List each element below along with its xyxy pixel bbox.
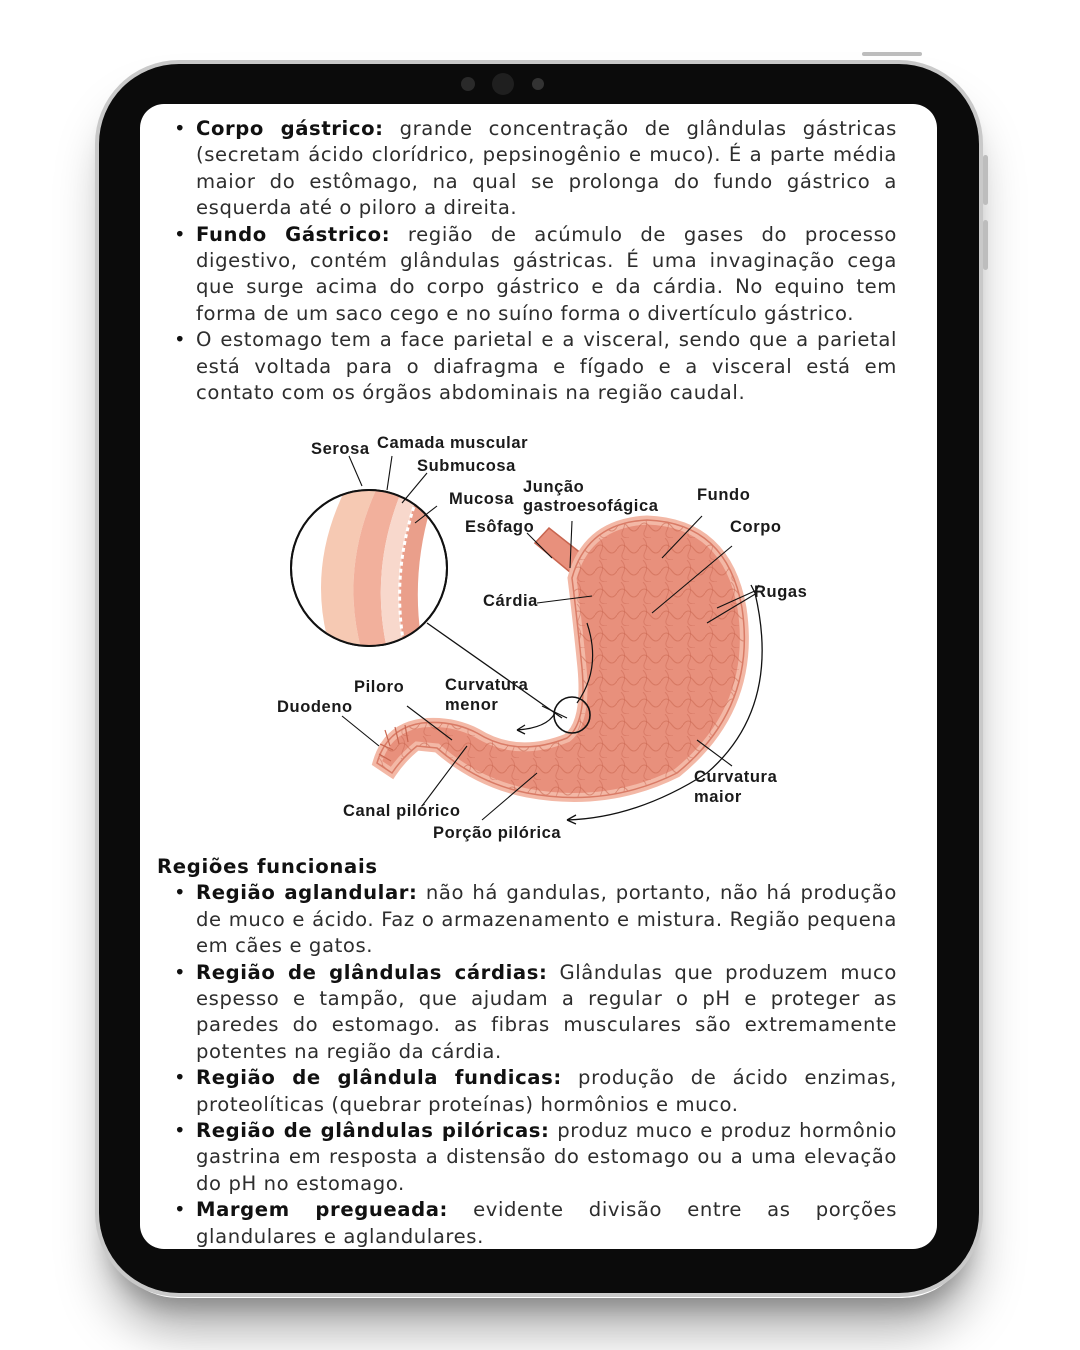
bullet-text: produção de ácido enzimas, proteolíticas (quebrar proteínas) hormônios e muco. bbox=[196, 1066, 897, 1116]
label-serosa: Serosa bbox=[311, 440, 370, 458]
top-button[interactable] bbox=[862, 52, 922, 56]
list-item bbox=[196, 222, 897, 328]
label-curvatura-maior-1: Curvatura bbox=[694, 768, 778, 786]
list-item bbox=[196, 960, 897, 1066]
label-corpo: Corpo bbox=[730, 518, 782, 536]
functional-regions-section bbox=[157, 854, 897, 1250]
bullet-label: Corpo gástrico: bbox=[196, 117, 384, 140]
screen bbox=[140, 104, 937, 1249]
bullet-text: não há gandulas, portanto, não há produção de muco e ácido. Faz o armazenamento e mistura. Região pequena em cães e gatos. bbox=[196, 881, 897, 958]
label-cardia: Cárdia bbox=[483, 592, 538, 610]
list-item bbox=[196, 327, 897, 406]
bullet-text: O estomago tem a face parietal e a visceral, sendo que a parietal está voltada para o diafragma e fígado e a visceral está em contato com os órgãos abdominais na região caudal. bbox=[196, 328, 897, 405]
label-curvatura-menor-2: menor bbox=[445, 696, 499, 714]
document-content bbox=[157, 116, 897, 1248]
bullet-label: Região de glândula fundicas: bbox=[196, 1066, 562, 1090]
bullet-label: Região de glândulas pilóricas: bbox=[196, 1119, 550, 1143]
bullet-text: região de acúmulo de gases do processo digestivo, contém glândulas gástricas. É uma invaginação cega que surge acima do corpo gástrico e da cárdia. No equino tem forma de um saco cego e no suíno forma o divertículo gástrico. bbox=[196, 222, 897, 325]
list-item bbox=[196, 116, 897, 222]
bottom-bullet-list bbox=[157, 880, 897, 1250]
label-piloro: Piloro bbox=[354, 678, 405, 696]
list-item bbox=[196, 1197, 897, 1250]
label-curvatura-menor-1: Curvatura bbox=[445, 676, 529, 694]
label-duodeno: Duodeno bbox=[277, 698, 353, 716]
bullet-text: evidente divisão entre as porções glandulares e aglandulares. bbox=[196, 1198, 897, 1248]
top-bullet-list bbox=[157, 116, 897, 406]
bullet-label: Margem pregueada: bbox=[196, 1198, 448, 1222]
label-canal-pilorico: Canal pilórico bbox=[343, 802, 461, 820]
bullet-label: Fundo Gástrico: bbox=[196, 222, 391, 246]
stomach-diagram bbox=[277, 428, 837, 843]
label-juncao: Junção bbox=[523, 478, 585, 496]
sensor-dot-left bbox=[461, 77, 475, 91]
label-mucosa: Mucosa bbox=[449, 490, 515, 508]
label-fundo: Fundo bbox=[697, 486, 751, 504]
list-item bbox=[196, 1065, 897, 1118]
volume-up-button[interactable] bbox=[983, 155, 988, 205]
bullet-label: Região aglandular: bbox=[196, 881, 418, 905]
label-porcao-pilorica: Porção pilórica bbox=[433, 824, 562, 842]
label-submucosa: Submucosa bbox=[417, 457, 516, 475]
list-item bbox=[196, 1118, 897, 1197]
stomach-diagram-svg bbox=[277, 428, 837, 843]
label-curvatura-maior-2: maior bbox=[694, 788, 742, 806]
label-camada-muscular: Camada muscular bbox=[377, 434, 529, 452]
front-camera bbox=[492, 73, 514, 95]
bullet-text: produz muco e produz hormônio gastrina em resposta a distensão do estomago ou a uma elevação do pH no estomago. bbox=[196, 1119, 897, 1195]
section-title: Regiões funcionais bbox=[157, 855, 378, 878]
sensor-dot-right bbox=[532, 78, 544, 90]
bullet-text: grande concentração de glândulas gástricas (secretam ácido clorídrico, pepsinogênio e muco). É a parte média maior do estômago, na qual se prolonga do fundo gástrico a esquerda até o piloro a direita. bbox=[196, 117, 897, 220]
volume-down-button[interactable] bbox=[983, 220, 988, 270]
label-gastroesofagica: gastroesofágica bbox=[523, 497, 659, 515]
label-rugas: Rugas bbox=[754, 583, 808, 601]
bullet-label: Região de glândulas cárdias: bbox=[196, 960, 548, 984]
wall-layers-inset bbox=[291, 468, 447, 668]
label-esofago: Esôfago bbox=[465, 518, 535, 536]
lesser-curvature-arrow bbox=[517, 713, 555, 730]
bullet-text: Glândulas que produzem muco espesso e tampão, que ajudam a regular o pH e proteger as paredes do estomago. as fibras musculares são extremamente potentes na região da cárdia. bbox=[196, 960, 897, 1063]
list-item bbox=[196, 880, 897, 959]
